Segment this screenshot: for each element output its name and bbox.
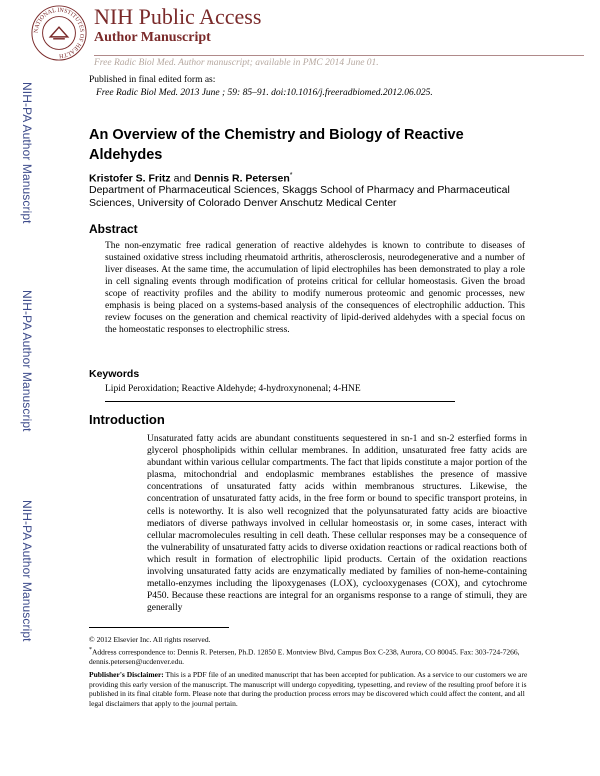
disclaimer-text: This is a PDF file of an unedited manuscript that has been accepted for publication. As a service to our customers we are providing this early version of the manuscript. The manuscript will undergo copyediting, typesetting, and review of the resulting proof before it is published in its final citable form. Please note that during the production process errors may be discovered which could affect the content, and all legal disclaimers that apply to the journal pertain.	[89, 670, 528, 708]
published-label: Published in final edited form as:	[89, 75, 216, 85]
disclaimer-label: Publisher's Disclaimer:	[89, 670, 164, 679]
introduction-heading: Introduction	[89, 412, 165, 427]
publisher-disclaimer	[89, 670, 529, 708]
nih-logo	[30, 4, 88, 62]
author-fritz: Kristofer S. Fritz	[89, 172, 171, 185]
sidebar-label-1: NIH-PA Author Manuscript	[20, 82, 34, 224]
masthead-rule	[94, 55, 584, 56]
masthead	[94, 5, 261, 47]
keywords-heading: Keywords	[89, 368, 140, 380]
keywords-rule	[105, 401, 455, 402]
affiliation: Department of Pharmaceutical Sciences, Skaggs School of Pharmacy and Pharmaceutical Sciences, University of Colorado Denver Anschutz Medical Center	[89, 184, 510, 209]
author-conjunction: and	[173, 172, 192, 185]
svg-text:NATIONAL INSTITUTES OF HEALTH: NATIONAL INSTITUTES OF HEALTH	[33, 7, 85, 59]
address-text: Address correspondence to: Dennis R. Petersen, Ph.D. 12850 E. Montview Blvd, Campus Box C-238, Aurora, CO 80045. Fax: 303-724-7266, dennis.petersen@ucdenver.edu.	[89, 647, 520, 666]
address-mark: *	[89, 647, 92, 653]
introduction-text: Unsaturated fatty acids are abundant constituents sequestered in sn-1 and sn-2 esterfied forms in glycerol phospholipids within cellular membranes. In addition, unsaturated free fatty acids are abundant within various cellular compartments. The fact that lipids constitute a major portion of the plasma, mitochondrial and endoplasmic membranes establishes the presence of massive concentrations of unsaturated fatty acids within membranous structures. Likewise, the concentration of unsaturated fatty acids, in the free form or bound to specific transport proteins, in cells is noteworthy. It is also well recognized that the polyunsaturated fatty acids are bioactive mediators of diverse pathways involved in cellular homeostasis or, in some cases, interact with cellular macromolecules resulting in cell death. These cellular responses may be a consequence of the vulnerability of unsaturated fatty acids to diverse oxidation reactions or radical reactions both of which result in formation of electrophilic lipid products. Certain of the oxidation reactions involving unsaturated fatty acids are enzymatically mediated by families of non-heme-containing metallo-enzymes including the lipoxygenases (LOX), cyclooxygenases (COX), and cytochrome P450. Because these reactions are integral for an organisms response to a range of stimuli, they are generally	[147, 434, 527, 614]
masthead-title: NIH Public Access	[94, 4, 262, 29]
citation-text: Free Radic Biol Med. 2013 June ; 59: 85–91. doi:10.1016/j.freeradbiomed.2012.06.025.	[96, 88, 433, 98]
author-line	[89, 172, 293, 185]
author-petersen: Dennis R. Petersen	[194, 172, 290, 185]
abstract-text: The non-enzymatic free radical generation of reactive aldehydes is known to contribute to diseases of sustained oxidative stress including rheumatoid arthritis, atherosclerosis, neurodegenerative and a number of liver diseases. At the same time, the accumulation of lipid electrophiles has been demonstrated to play a role in cell signaling events through modification of proteins critical for cellular homeostasis. Given the broad scope of reactivity profiles and the ability to modify numerous proteomic and genomic processes, new emphasis is being placed on a systems-based analysis of the consequences of electrophilic adduction. This review focuses on the generation and chemical reactivity of lipid-derived aldehydes with a special focus on the homeostatic responses to electrophilic stress.	[105, 241, 525, 335]
abstract-heading: Abstract	[89, 222, 138, 236]
keywords-text: Lipid Peroxidation; Reactive Aldehyde; 4-hydroxynonenal; 4-HNE	[105, 384, 361, 394]
footnote-rule	[89, 627, 229, 628]
correspondence-address	[89, 646, 529, 667]
masthead-subtitle: Author Manuscript	[94, 30, 211, 45]
copyright-notice: © 2012 Elsevier Inc. All rights reserved.	[89, 635, 211, 644]
corresponding-mark: *	[289, 172, 293, 179]
citation	[96, 88, 433, 98]
journal-availability-note: Free Radic Biol Med. Author manuscript; available in PMC 2014 June 01.	[94, 58, 379, 68]
article-title: An Overview of the Chemistry and Biology of Reactive Aldehydes	[89, 127, 464, 163]
sidebar-label-3: NIH-PA Author Manuscript	[20, 500, 34, 642]
sidebar-label-2: NIH-PA Author Manuscript	[20, 290, 34, 432]
